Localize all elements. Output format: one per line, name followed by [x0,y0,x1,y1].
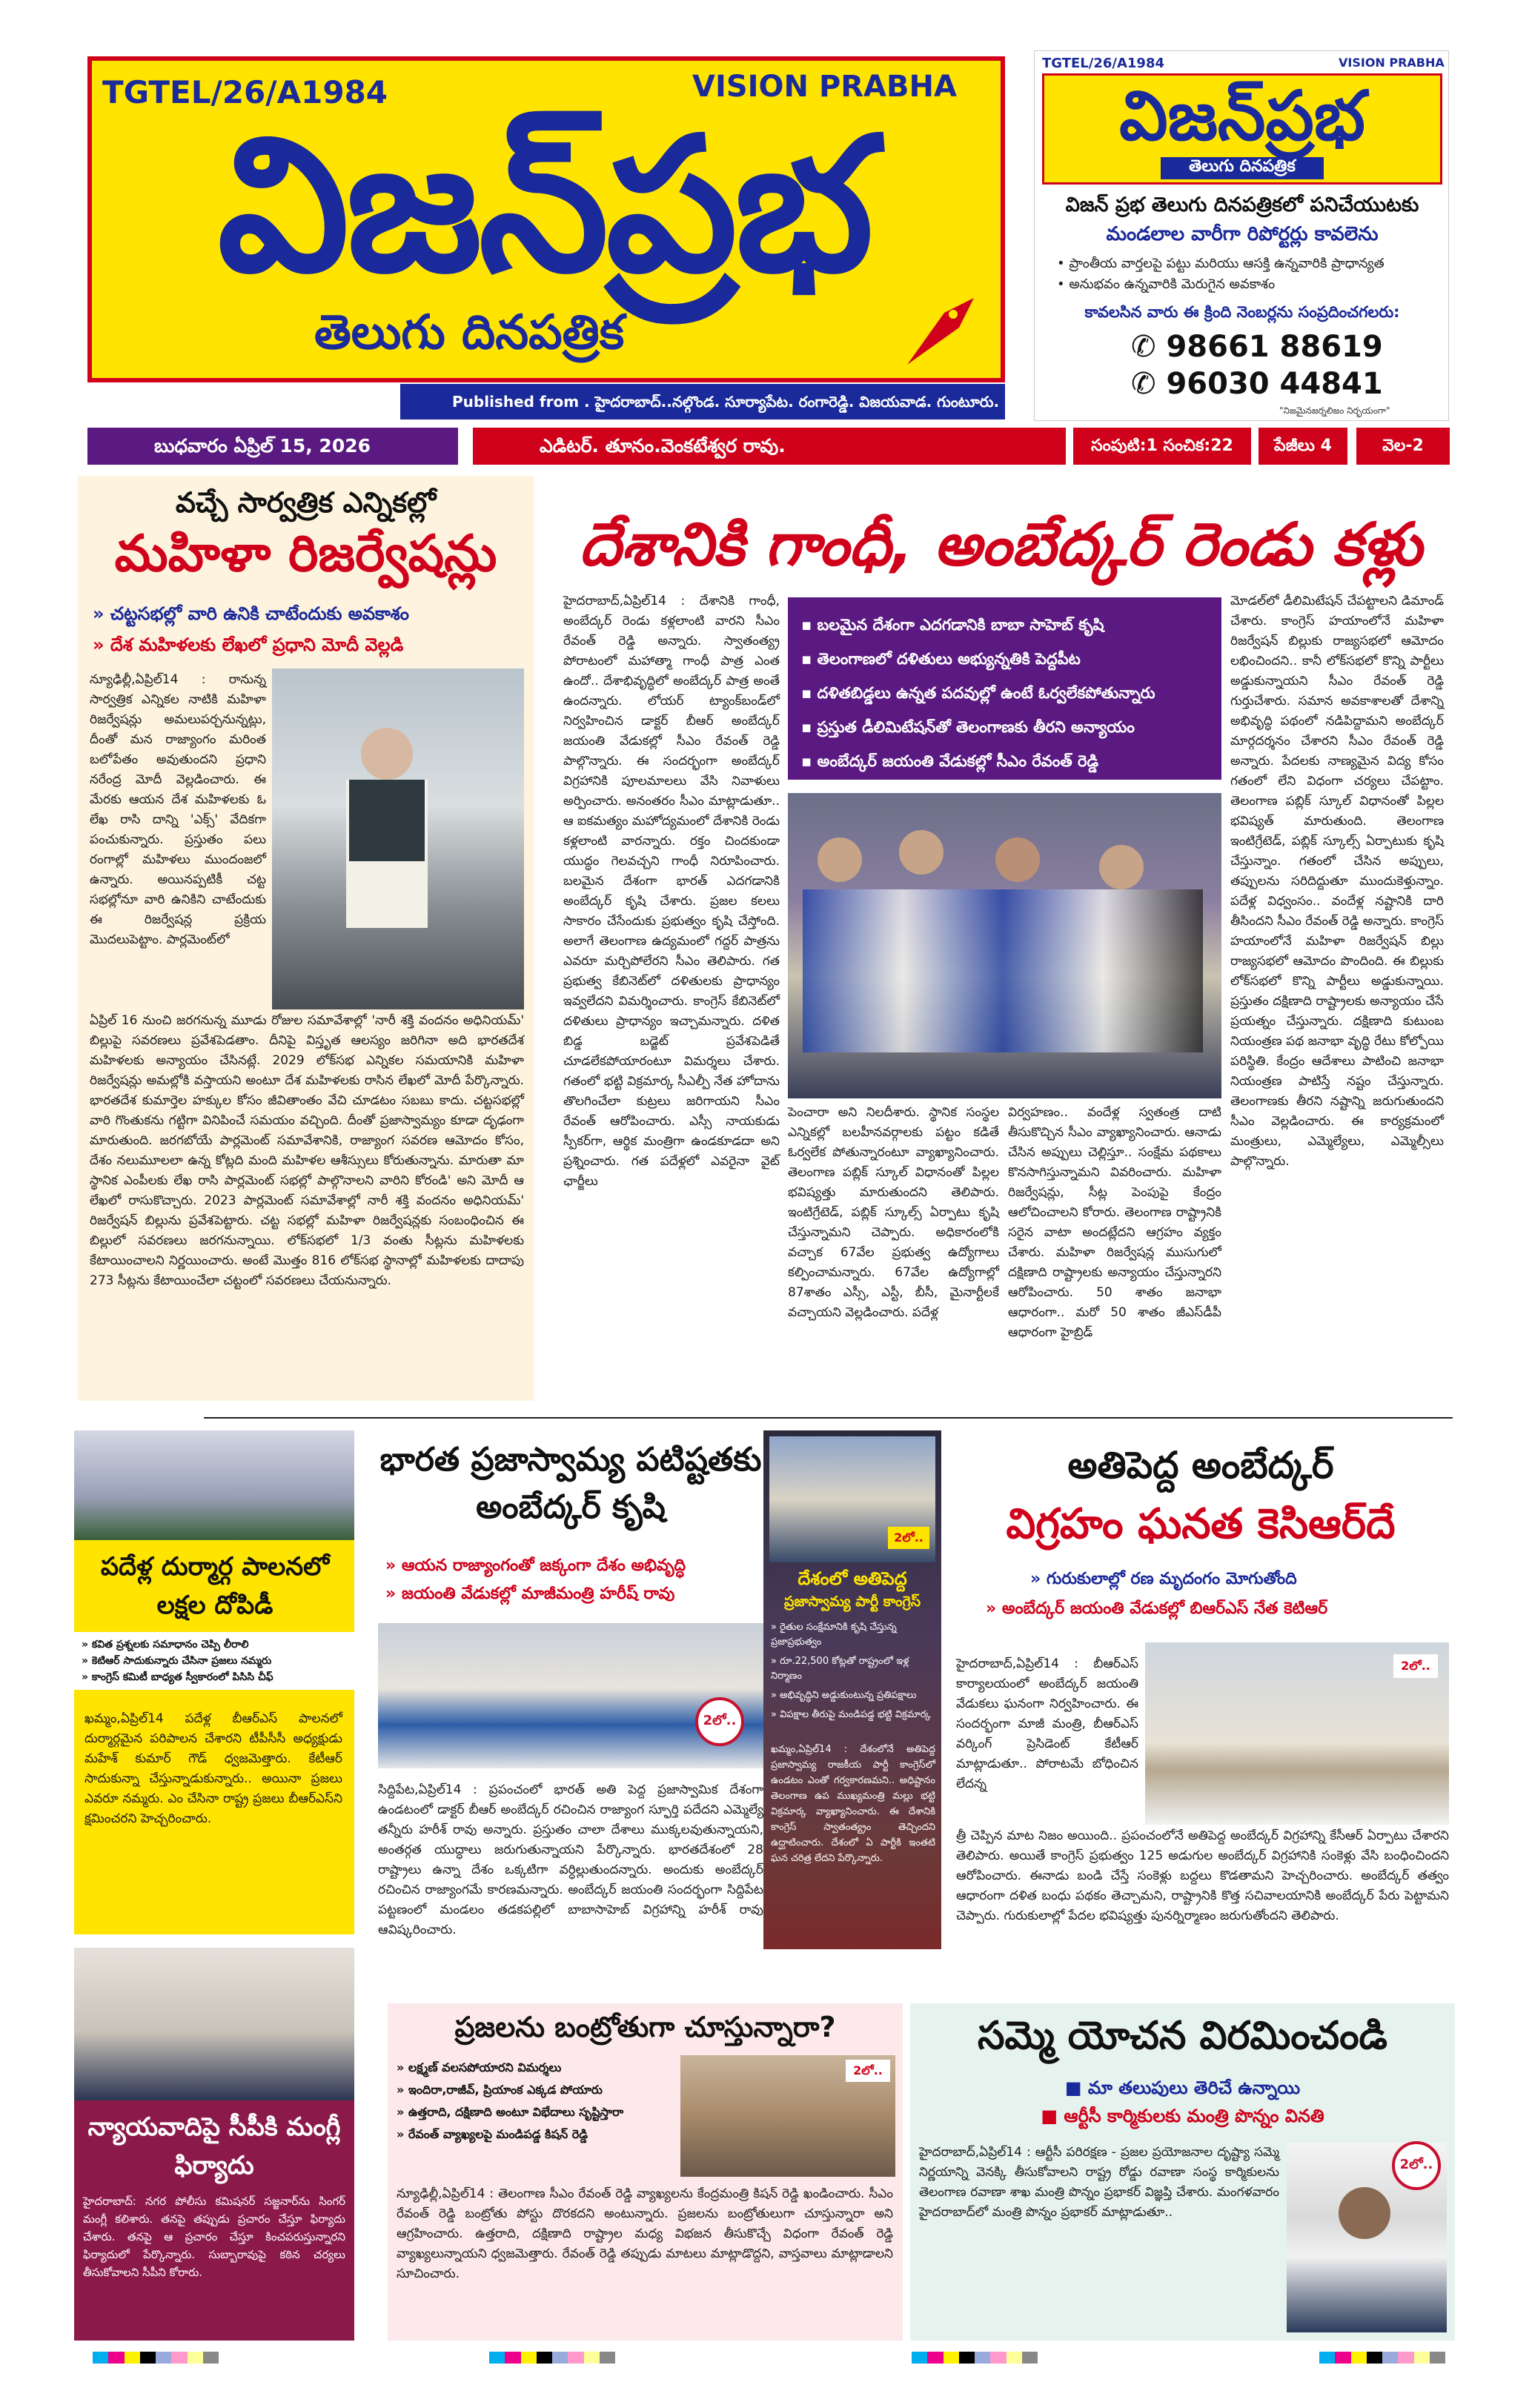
story5-headline-1: అతిపెద్ద అంబేద్కర్ [1067,1444,1334,1487]
lead-story-col-3: విర్వహణం.. వందేళ్ల స్వతంత్ర దాటి తీసుకొచ్చిన సీఎం వ్యాఖ్యానించారు. ఆనాడు చేసిన అప్పులు చెల్లిస్తూ.. సంక్షేమ పథకాలు కొనసాగిస్తున్నామని వివరించారు. మహిళా రిజర్వేషన్లు, సీట్ల పెంపుపై కేంద్రం ఆలోచించాలని కోరారు. తెలంగాణ రాష్ట్రానికి సరైన వాటా అందట్లేదని ఆగ్రహం వ్యక్తం చేశారు. మహిళా రిజర్వేషన్ల ముసుగులో దక్షిణాది రాష్ట్రాలకు అన్యాయం చేస్తున్నారని ఆరోపించారు. 50 శాతం జనాభా ఆధారంగా.. మరో 50 శాతం జీఎస్‌డీపీ ఆధారంగా హైబ్రిడ్ [1008,1105,1226,1340]
story3-photo [378,1623,763,1768]
lead-story-col-2: పెంచారా అని నిలదీశారు. స్థానిక సంస్థల ఎన్నికల్లో బలహీనవర్గాలకు పట్టం కడితే ఓర్వలేక పోతున్నారంటూ వ్యాఖ్యానించారు. తెలంగాణ పబ్లిక్ స్కూల్ విధానంతో పిల్లల భవిష్యత్తు మారుతుందని తెలిపారు. ఇంటిగ్రేటెడ్, పబ్లిక్ స్కూల్స్ ఏర్పాటు కృషి చేస్తున్నామని చెప్పారు. అధికారంలోకి వచ్చాక 67వేల ప్రభుత్వ ఉద్యోగాలు కల్పించామన్నారు. 67వేల ఉద్యోగాల్లో 87శాతం ఎస్సీ, ఎస్టీ, బీసీ, మైనార్టీలకే వచ్చాయని వెల్లడించారు. పదేళ్ల [788,1105,1004,1320]
color-strip-left [93,2352,219,2364]
page-2-badge: 2లో.. [695,1697,744,1746]
story1-sub-2: » దేశ మహిళలకు లేఖలో ప్రధాని మోదీ వెల్లడి [93,634,404,655]
story7-bullets [397,2057,678,2146]
story7-body: న్యూఢిల్లీ,ఏప్రిల్14 : తెలంగాణ సీఎం రేవంత్ రెడ్డి వ్యాఖ్యలను కేంద్రమంత్రి కిషన్ రెడ్డి ఖండించారు. సీఎం రేవంత్ రెడ్డి బంట్రోతు పోస్టు దొరకదని అంటున్నారు. ప్రజలను బంట్రోతులుగా చూస్తున్నారా అని ఆగ్రహించారు. ఉత్తరాది, దక్షిణాది రాష్ట్రాల మధ్య విభజన తీసుకొచ్చే విధంగా రేవంత్ రెడ్డి వ్యాఖ్యలున్నాయని ధ్వజమెత్తారు. రేవంత్ రెడ్డి తప్పుడు మాటలు మాట్లాడొద్దని, వాస్తవాలు మాట్లాడాలని సూచించారు. [397,2186,898,2281]
story6-body: హైదరాబాద్: నగర పోలీసు కమిషనర్ సజ్జనార్‌ను సింగర్ మంగ్లీ కలిశారు. తనపై తప్పుడు ప్రచారం చేస్తూ ఫిర్యాదు చేశారు. తనపై ఆ ప్రచారం చేస్తూ కించపరుస్తున్నారని ఫిర్యాదులో పేర్కొన్నారు. సుబ్బారావుపై కఠిన చర్యలు తీసుకోవాలని సీపీని కోరారు. [83,2195,349,2279]
story2-bullets [74,1632,354,1690]
date: బుధవారం ఏప్రిల్ 15, 2026 [87,428,458,465]
story7-bullet: » ఇందిరా,రాజీవ్, ప్రియాంక ఎక్కడ పోయారు [397,2083,603,2097]
story5-badge: 2లో.. [1393,1654,1438,1678]
phone-icon: ✆ [1131,330,1167,364]
story4-bullet: » విపక్షాల తీరుపై మండిపడ్డ భట్టి విక్రమార్క [771,1709,931,1720]
story7-bullet: » ఉత్తరాది, దక్షిణాది అంటూ విభేదాలు సృష్టిస్తారా [397,2105,624,2119]
story2-body: ఖమ్మం,ఏప్రిల్14 పదేళ్ల బీఆర్ఎస్ పాలనలో దుర్మార్గమైన పరిపాలన చేశారని టీపీసీసీ అధ్యక్షుడు మహేశ్ కుమార్ గౌడ్ ధ్వజమెత్తారు. కేటీఆర్ సాదుకున్నా చేస్తున్నాడుకున్నారు.. అయినా ప్రజలు ఎవరూ నమ్మరు. ఎం చేసినా రాష్ట్ర ప్రజలు బీఆర్ఎస్‌ని క్షమించరని హెచ్చరించారు. [84,1711,347,1826]
story4-headline-2: ప్రజాస్వామ్య పార్టీ కాంగ్రెస్ [783,1593,921,1610]
published-from-text: Published from . హైదరాబాద్..నల్గొండ. సూర్యాపేట. రంగారెడ్డి. విజయవాడ. గుంటూరు. [452,393,1000,411]
ad-point-2: • అనుభవం ఉన్నవారికి మెరుగైన అవకాశం [1057,276,1276,292]
lead-story-col-1: హైదరాబాద్,ఏప్రిల్14 : దేశానికి గాంధీ, అంబేద్కర్ రెండు కళ్లలాంటి వారని సీఎం రేవంత్ రెడ్డి అన్నారు. స్వాతంత్య్ర పోరాటంలో మహాత్మా గాంధీ పాత్ర ఎంత ఉందో.. దేశాభివృద్ధిలో అంబేద్కర్ పాత్ర అంతే ఉందన్నారు. లోయర్ ట్యాంక్‌బండ్‌లో నిర్వహించిన డాక్టర్ బీఆర్ అంబేద్కర్ జయంతి వేడుకల్లో సీఎం రేవంత్ రెడ్డి పాల్గొన్నారు. ఈ సందర్భంగా అంబేద్కర్ విగ్రహానికి పూలమాలలు వేసి నివాళులు అర్పించారు. అనంతరం సీఎం మాట్లాడుతూ.. ఆ ఐకమత్యం మహోద్యమంలో దేశానికి రెండు కళ్లలాంటి వారన్నారు. రక్తం చిందకుండా యుద్ధం గెలవచ్చని గాంధీ నిరూపించారు. బలమైన దేశంగా భారత్ ఎదగడానికి అంబేద్కర్ కృషి చేశారు. ప్రజల కలలు సాకారం చేసేందుకు ప్రభుత్వం కృషి చేస్తోంది. అలాగే తెలంగాణ ఉద్యమంలో గద్దర్ పాత్రను ఎవరూ మర్చిపోలేరని సీఎం తెలిపారు. గత ప్రభుత్వ కేబినెట్‌లో దళితులకు ప్రాధాన్యం ఇవ్వలేదని విమర్శించారు. కాంగ్రెస్ కేబినెట్‌లో దళితులు ప్రాధాన్యం ఇచ్చామన్నారు. దళిత బిడ్డ బడ్జెట్ ప్రవేశపెడితే చూడలేకపోయారంటూ విమర్శలు చేశారు. గతంలో భట్టి విక్రమార్క సీఎల్పీ నేత హోదాను తొలగించేలా కుట్రలు జరిగాయని సీఎం రేవంత్ ఆరోపించారు. ఎస్సీ నాయకుడు స్పీకర్‌గా, ఆర్థిక మంత్రిగా ఉండకూడదా అని ప్రశ్నించారు. గత పదేళ్లలో ఎవరైనా వైట్ ఛార్జీలు [563,594,784,1189]
story3-body: సిద్దిపేట,ఏప్రిల్14 : ప్రపంచంలో భారత్ అతి పెద్ద ప్రజాస్వామిక దేశంగా ఉండటంలో డాక్టర్ బీఆర్ అంబేద్కర్ రచించిన రాజ్యాంగ స్ఫూర్తి పదేదని ఎమ్మెల్యే తన్నీరు హరీశ్ రావు అన్నారు. ప్రస్తుతం చాలా దేశాలు ముక్కలవుతున్నాయని, అంతర్గత యుద్ధాలు జరుగుతున్నాయని పేర్కొన్నారు. భారతదేశంలో 28 రాష్ట్రాలు ఉన్నా దేశం ఒక్కటిగా వర్ధిల్లుతుందన్నారు. అందుకు అంబేద్కర్ రచించిన రాజ్యాంగమే కారణమన్నారు. అంబేద్కర్ జయంతి సందర్భంగా సిద్దిపేట పట్టణంలో మండలం తడకపల్లిలో బాబాసాహెబ్ విగ్రహాన్ని హరీశ్ రావు ఆవిష్కరించారు. [378,1782,763,1937]
page-count: పేజీలు 4 [1259,428,1347,465]
story4-body: ఖమ్మం,ఏప్రిల్14 : దేశంలోనే అతిపెద్ద ప్రజాస్వామ్య రాజకీయ పార్టీ కాంగ్రెస్‌లో ఉండటం ఎంతో గర్వకారణమని.. అధిష్టానం తెలంగాణ ఉప ముఖ్యమంత్రి మల్లు భట్టి విక్రమార్క వ్యాఖ్యానించారు. ఈ దేశానికి కాంగ్రెస్ స్వాతంత్య్రం తెచ్చిందని ఉద్ఘాటించారు. దేశంలో ఏ పార్టీకి ఇంతటి ఘన చరిత్ర లేదని పేర్కొన్నారు. [771,1744,939,1864]
story3-headline: భారత ప్రజాస్వామ్య పటిష్టతకు అంబేద్కర్ కృషి [379,1441,762,1526]
highlight-item: ▪ అంబేద్కర్ జయంతి వేడుకల్లో సీఎం రేవంత్ రెడ్డి [801,752,1098,770]
story-congress-loot [74,1430,354,1934]
pen-nib-icon [900,283,981,372]
page-2-badge: 2లో.. [1392,2141,1441,2190]
story2-bullet: » కవిత ప్రశ్నలకు సమాధానం చెప్పి లీరాలి [82,1639,249,1651]
dateline-bar [87,428,1450,465]
story-rtc-strike [910,2003,1455,2341]
section-divider [204,1417,1453,1419]
ad-heading-1: విజన్ ప్రభ తెలుగు దినపత్రికలో పనిచేయుటకు [1065,193,1419,216]
story4-headline-1: దేశంలో అతిపెద్ద [797,1568,907,1589]
volume-issue: సంపుటి:1 సంచిక:22 [1073,428,1251,465]
published-from-bar [400,384,1005,419]
story7-headline: ప్రజలను బంట్రోతుగా చూస్తున్నారా? [454,2011,836,2043]
story7-bullet: » రేవంత్ వ్యాఖ్యలపై మండిపడ్డ కిషన్ రెడ్డి [397,2127,588,2141]
ad-tagline: "నిజమైనజర్నలిజం నిర్భయంగా" [1279,405,1390,416]
story8-headline: సమ్మె యోచన విరమించండి [977,2014,1388,2058]
story-congress-party [763,1430,941,1949]
story1-sub-1: » చట్టసభల్లో వారి ఉనికి చాటేందుకు అవకాశం [93,603,409,624]
story6-headline: న్యాయవాదిపై సీపీకి మంగ్లీ ఫిర్యాదు [87,2112,341,2180]
ad-contact-line: కావలసిన వారు ఈ క్రింది నెంబర్లను సంప్రదించగలరు: [1084,303,1400,321]
ad-brand: VISION PRABHA [1339,56,1445,70]
lead-story-col-4: మోడల్‌లో డీలిమిటేషన్ చేపట్టాలని డిమాండ్ చేశారు. కాంగ్రెస్ హయాంలోనే మహిళా రిజర్వేషన్ బిల్లుకు రాజ్యసభలో ఆమోదం లభించిందని.. కానీ లోక్‌సభలో కొన్ని పార్టీలు అడ్డుకున్నాయని సీఎం రేవంత్ రెడ్డి గుర్తుచేశారు. సమాన అవకాశాలతో దేశాన్ని అభివృద్ధి పథంలో నడిపిద్దామని అంబేద్కర్ మార్గదర్శనం చేశారని సీఎం రేవంత్ రెడ్డి అన్నారు. పేదలకు నాణ్యమైన విద్య కోసం గతంలో లేని విధంగా చర్యలు చేపట్టాం. తెలంగాణ పబ్లిక్ స్కూల్ విధానంతో పిల్లల భవిష్యత్ మారుతుంది. తెలంగాణ ఇంటిగ్రేటెడ్, పబ్లిక్ స్కూల్స్ ఏర్పాటుకు కృషి చేస్తున్నాం. గతంలో చేసిన అప్పులు, తప్పులను సరిదిద్దుతూ ముందుకెళ్తున్నాం. పదేళ్ల విధ్వంసం.. వందేళ్ల నష్టానికి దారి తీసిందని సీఎం రేవంత్ రెడ్డి అన్నారు. కాంగ్రెస్ హయాంలోనే మహిళా రిజర్వేషన్ బిల్లు రాజ్యసభలో ఆమోదం పొందింది. ఈ బిల్లుకు లోక్‌సభలో కొన్ని పార్టీలు అడ్డుకున్నాయి. ప్రస్తుతం దక్షిణాది రాష్ట్రాలకు అన్యాయం చేసే ప్రయత్నం చేస్తున్నారు. దక్షిణాది కుటుంబ నియంత్రణ పథ జనాభా వృద్ధి రేటు కోల్పోయి పరిస్థితి. కేంద్రం ఆదేశాలు పాటించి జనాభా నియంత్రణ పాటిస్తే నష్టం చేస్తున్నారు. తెలంగాణకు తీరని నష్టాన్ని జరుగుతుందని సీఎం వెల్లడించారు. ఈ కార్యక్రమంలో మంత్రులు, ఎమ్మెల్యేలు, ఎమ్మెల్సీలు పాల్గొన్నారు. [1230,594,1448,1169]
recruitment-ad [1034,50,1449,421]
ad-phone-1-number: 98661 88619 [1166,330,1383,364]
story4-badge: 2లో.. [888,1527,929,1549]
story3-sub-1: » ఆయన రాజ్యాంగంతో జక్కంగా దేశం అభివృద్ధి [385,1556,686,1575]
story5-body: త్రీ చెప్పిన మాట నిజం అయింది.. ప్రపంచంలోనే అతిపెద్ద అంబేద్కర్ విగ్రహాన్ని కేసీఆర్ ఏర్పాటు చేశారని తెలిపారు. అయితే కాంగ్రెస్ ప్రభుత్వం 125 అడుగుల అంబేద్కర్ విగ్రహానికి సంకెళ్లు వేసి బంధించిందని ఆరోపించారు. ఈనాడు బండి చేస్తే సంకెళ్లు బద్దలు కొడతామని హెచ్చరించారు. అంబేద్కర్ తత్వం ఆధారంగా దళిత బంధు పథకం తెచ్చామని, రాష్ట్రానికి కొత్త సచివాలయానికి అంబేద్కర్ పేరు పెట్టామని చెప్పారు. గురుకులాల్లో పేదల భవిష్యత్తు పునర్నిర్మాణం జరుగుతోందని తెలిపారు. [956,1828,1453,1923]
story-kishan-reddy [388,2003,903,2341]
highlight-item: ▪ బలమైన దేశంగా ఎదగడానికి బాబా సాహెబ్ కృషి [801,616,1104,634]
brand-english: VISION PRABHA [692,70,957,104]
story8-sub-2: ■ ఆర్టీసీ కార్మికులకు మంత్రి పొన్నం వినతి [1041,2106,1324,2126]
story4-bullets [771,1620,935,1722]
story4-bullet: » అభివృద్ధిని అడ్డుకుంటున్న ప్రతిపక్షాలు [771,1690,917,1701]
story2-headline: పదేళ్ల దుర్మార్గ పాలనలో లక్షల దోపిడీ [100,1552,330,1620]
registration-number: TGTEL/26/A1984 [102,74,388,110]
phone-icon: ✆ [1131,367,1167,401]
story6-photo [74,1948,354,2100]
story1-kicker: వచ్చే సార్వత్రిక ఎన్నికల్లో [175,486,437,519]
ad-phone-1 [1131,330,1383,364]
story8-body: హైదరాబాద్,ఏప్రిల్14 : ఆర్టీసీ పరిరక్షణ - ప్రజల ప్రయోజనాల దృష్ట్యా సమ్మె నిర్ణయాన్ని వెనక్కి తీసుకోవాలని రాష్ట్ర రోడ్డు రవాణా సంస్థ కార్మికులను తెలంగాణ రవాణా శాఖ మంత్రి పొన్నం ప్రభాకర్ విజ్ఞప్తి చేశారు. మంగళవారం హైదరాబాద్‌లో మంత్రి పొన్నం ప్రభాకర్ మాట్లాడుతూ.. [919,2145,1284,2220]
masthead-title: విజన్‌ప్రభ [217,97,871,313]
highlight-item: ▪ ప్రస్తుత డీలిమిటేషన్‌తో తెలంగాణకు తీరని అన్యాయం [801,718,1135,736]
editor: ఎడిటర్. తూనం.వెంకటేశ్వర రావు. [473,428,1066,465]
ad-phone-2 [1131,367,1383,401]
masthead-subtitle: తెలుగు దినపత్రిక [314,305,625,360]
story2-photo [74,1430,354,1540]
color-strip-mid-left [489,2352,615,2364]
story1-lead: న్యూఢిల్లీ,ఏప్రిల్14 : రానున్న సార్వత్రిక ఎన్నికల నాటికి మహిళా రిజర్వేషన్లు అమలుపర్చనున్నట్లు, దీంతో మన రాజ్యాంగం మరింత బలోపేతం అవుతుందని ప్రధాని నరేంద్ర మోదీ వెల్లడించారు. ఈ మేరకు ఆయన దేశ మహిళలకు ఓ లేఖ రాసి దాన్ని 'ఎక్స్' వేదికగా పంచుకున్నారు. ప్రస్తుతం పలు రంగాల్లో మహిళలు ముందంజలో ఉన్నారు. అయినప్పటికీ చట్ట సభల్లోనూ వారి ఉనికిని చాటేందుకు ఈ రిజర్వేషన్ల ప్రక్రియ మొదలుపెట్టాం. పార్లమెంట్‌లో [90,672,271,947]
story3-sub-2: » జయంతి వేడుకల్లో మాజీమంత్రి హరీష్ రావు [385,1585,675,1603]
story7-badge: 2లో.. [846,2060,890,2082]
ad-heading-2: మండలాల వారీగా రిపోర్టర్లు కావలెను [1106,223,1379,245]
lead-story-headline: దేశానికి గాంధీ, అంబేద్కర్ రెండు కళ్లు [579,510,1422,579]
ad-logo-subtitle: తెలుగు దినపత్రిక [1161,157,1324,179]
ad-logo-title: విజన్‌ప్రభ [1119,76,1365,156]
story4-bullet: » రైతుల సంక్షేమానికి కృషి చేస్తున్న ప్రజాప్రభుత్వం [771,1622,897,1648]
masthead [87,56,1005,382]
color-strip-mid-right [912,2352,1038,2364]
ad-point-1: • ప్రాంతీయ వార్తలపై పట్టు మరియు ఆసక్తి ఉన్నవారికి ప్రాధాన్యత [1057,256,1385,271]
story2-bullet: » కెటిఆర్ సాదుకున్నారు చేసినా ప్రజలు నమ్మరు [82,1655,272,1667]
highlight-item: ▪ తెలంగాణలో దళితులు అభ్యున్నతికి పెద్దపీట [801,650,1081,668]
story5-sub-2: » అంబేద్కర్ జయంతి వేడుకల్లో బిఆర్ఎస్ నేత కెటిఆర్ [986,1599,1328,1618]
story-womens-reservation [78,476,534,1401]
story8-sub-1: ■ మా తలుపులు తెరిచే ఉన్నాయి [1064,2077,1301,2098]
story7-bullet: » లక్ష్మణ్ వలసపోయారని విమర్శలు [397,2060,562,2074]
story5-sub-1: » గురుకులాల్లో రణ మృదంగం మోగుతోంది [1030,1570,1297,1588]
modi-photo [272,669,524,1009]
story1-headline: మహిళా రిజర్వేషన్లు [114,525,497,583]
ad-registration: TGTEL/26/A1984 [1042,56,1165,71]
price: వెల-2 [1356,428,1450,465]
story2-bullet: » కాంగ్రెస్ కమిటీ బాధ్యత స్వీకారంలో పిసిసి చీఫ్ [82,1671,273,1683]
color-strip-right [1319,2352,1445,2364]
ambedkar-jayanti-photo [788,793,1221,1098]
story4-bullet: » రూ.22,500 కోట్లతో రాష్ట్రంలో ఇళ్ల నిర్మాణం [771,1656,909,1682]
story5-headline-2: విగ్రహం ఘనత కెసిఆర్‌దే [1006,1500,1396,1548]
story5-lead: హైదరాబాద్,ఏప్రిల్14 : బీఆర్ఎస్ కార్యాలయంలో అంబేద్కర్ జయంతి వేడుకలు ఘనంగా నిర్వహించారు. ఈ సందర్భంగా మాజీ మంత్రి, బీఆర్ఎస్ వర్కింగ్ ప్రెసిడెంట్ కేటీఆర్ మాట్లాడుతూ.. పోరాటమే బోధించిన లేదన్న [956,1656,1143,1791]
ad-phone-2-number: 96030 44841 [1166,367,1383,401]
story-mangli-complaint [74,1948,354,2341]
story1-body: ఏప్రిల్ 16 నుంచి జరగనున్న మూడు రోజుల సమావేశాల్లో 'నారీ శక్తి వందనం అధినియమ్' బిల్లుపై సవరణలు ప్రవేశపెడతాం. దీనిపై విస్తృత ఆలస్యం జరిగినా అది భారతదేశ మహిళలకు అన్యాయం చేసినట్లే. 2029 లోక్‌సభ ఎన్నికల సమయానికి మహిళా రిజర్వేషన్లు అమల్లోకి వస్తాయని అంటూ దేశ మహిళలకు రాసిన లేఖలో మోదీ పేర్కొన్నారు. భారతదేశ కుమార్తెల హక్కుల కోసం జీవితాంతం వేచి చూడటం సబబు కాదు. చట్టసభల్లో వారి గొంతుకను గట్టిగా వినిపించే సమయం వచ్చింది. దీంతో ప్రజాస్వామ్యం కూడా దృఢంగా మారుతుంది. జరగబోయే పార్లమెంట్ సమావేశానికి, రాజ్యాంగ సవరణ ఆమోదం కోసం, దేశం నలుమూలలా ఉన్న కోట్లది మంది మహిళల ఆశీస్సులు కోరుతున్నాను. మారుతా మా స్థానిక ఎంపీలకు లేఖ రాసి పార్లమెంట్ సభల్లో పాల్గొనాలని వారిని కోరండి' అని మోదీ ఆ లేఖలో రాసుకొచ్చారు. 2023 పార్లమెంట్ సమావేశాల్లో నారీ శక్తి వందనం అధినియమ్' రిజర్వేషన్ బిల్లును ప్రవేశపెట్టారు. చట్ట సభల్లో మహిళా రిజర్వేషన్లకు సంబంధించిన ఈ బిల్లులో సవరణలు జరగనున్నాయి. లోక్‌సభలో 1/3 వంతు సీట్లను మహిళలకు కేటాయించాలని నిర్ణయించారు. అంటే మొత్తం 816 లోక్‌సభ స్థానాల్లో మహిళలకు దాదాపు 273 సీట్లను కేటాయించేలా చట్టంలో సవరణలు చేయనున్నారు. [90,1013,528,1288]
highlight-item: ▪ దళితబిడ్డలు ఉన్నత పదవుల్లో ఉంటే ఓర్వలేకపోతున్నారు [801,684,1155,702]
ad-logo-box [1042,73,1442,185]
lead-story-highlights [788,597,1221,780]
